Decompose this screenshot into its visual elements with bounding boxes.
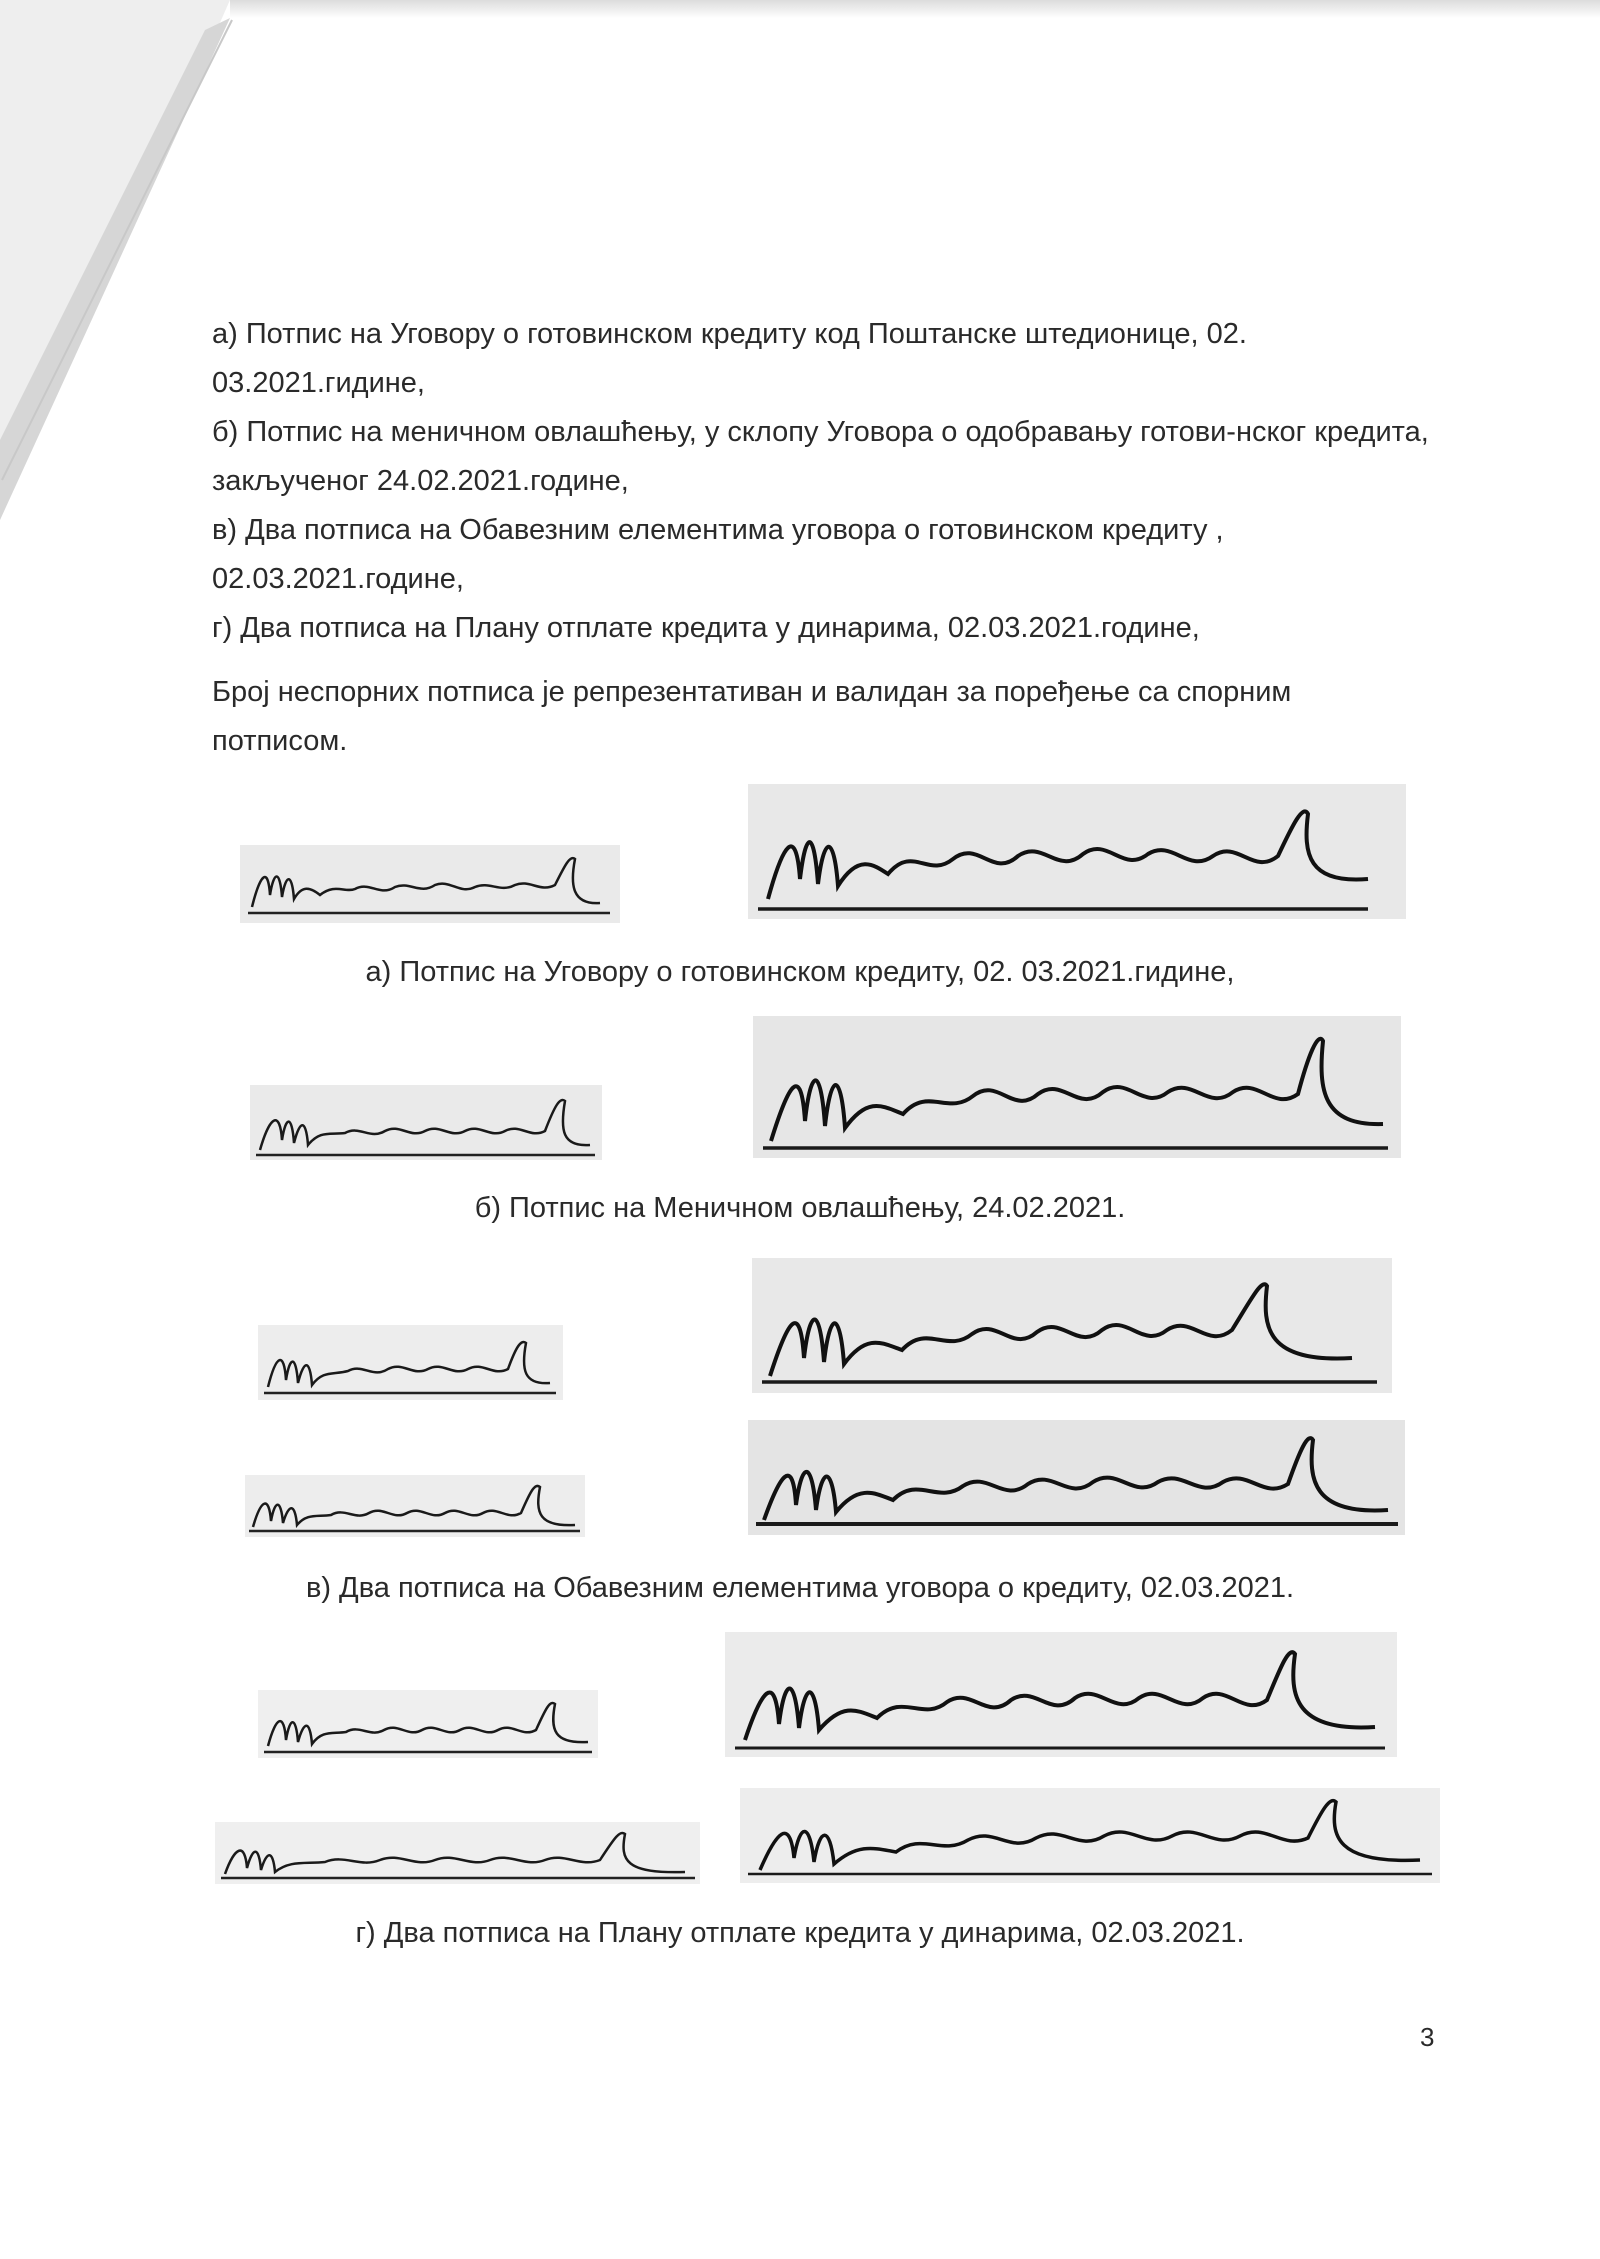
signature-g-large-2: [740, 1788, 1440, 1883]
signature-list: [212, 310, 1432, 653]
scan-top-edge: [230, 0, 1600, 18]
caption-b: б) Потпис на Меничном овлашћењу, 24.02.2021.: [474, 1192, 1126, 1224]
signature-g-small-1: [258, 1690, 598, 1758]
signature-b-large: [753, 1016, 1401, 1158]
intro-paragraph: [212, 668, 1422, 766]
signature-a-small: [240, 845, 620, 923]
signature-v-small-1: [258, 1325, 563, 1400]
list-item-b: б) Потпис на меничном овлашћењу, у склопу Уговора о одобравању готови-нског кредита, закљученог 24.02.2021.године,: [212, 416, 1429, 497]
signature-a-large: [748, 784, 1406, 919]
signature-g-large-1: [725, 1632, 1397, 1757]
signature-g-small-2: [215, 1822, 700, 1884]
signature-b-small: [250, 1085, 602, 1160]
signature-v-small-2: [245, 1475, 585, 1537]
signature-v-large-1: [752, 1258, 1392, 1393]
page-number: 3: [1420, 2022, 1435, 2052]
caption-g: г) Два потписа на Плану отплате кредита у динарима, 02.03.2021.: [355, 1917, 1245, 1949]
caption-v: в) Два потписа на Обавезним елементима уговора о кредиту, 02.03.2021.: [305, 1572, 1295, 1604]
list-item-v: в) Два потписа на Обавезним елементима уговора о готовинском кредиту , 02.03.2021.године,: [212, 514, 1224, 595]
intro-text: Број неспорних потписа је репрезентативан и валидан за поређење са спорним потписом.: [212, 676, 1292, 757]
list-item-a: а) Потпис на Уговору о готовинском кредиту код Поштанске штедионице, 02. 03.2021.гидине,: [212, 318, 1247, 399]
list-item-g: г) Два потписа на Плану отплате кредита у динарима, 02.03.2021.године,: [212, 612, 1200, 644]
caption-a: а) Потпис на Уговору о готовинском кредиту, 02. 03.2021.гидине,: [365, 956, 1235, 988]
signature-v-large-2: [748, 1420, 1405, 1535]
